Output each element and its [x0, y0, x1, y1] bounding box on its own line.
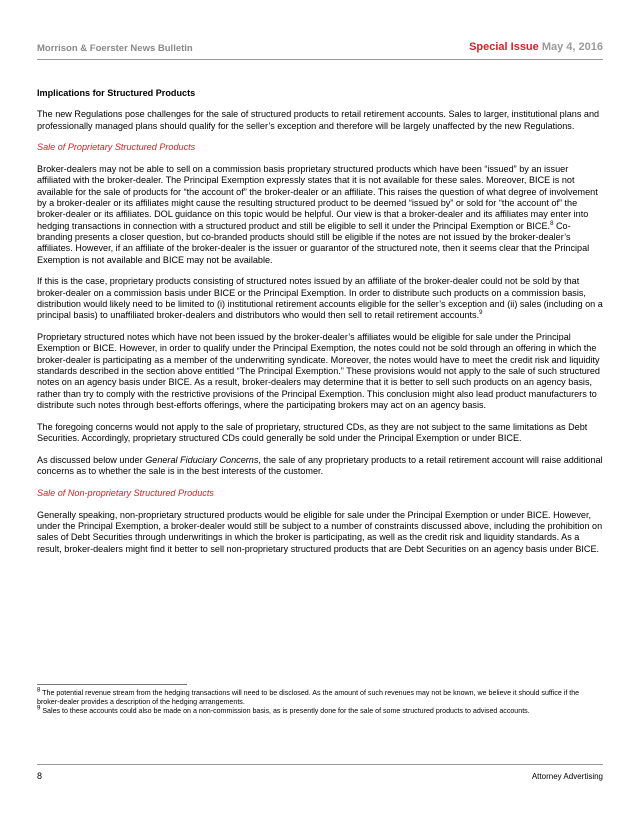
footnote-ref-8[interactable]: 8 — [550, 220, 554, 227]
footnote-text: The potential revenue stream from the hedging transactions will need to be disclosed. As the amount of such revenues may not be known, we believe it should suffice if the broker-dealer provides a description of the hedging arrangements. — [37, 689, 580, 706]
cross-reference: General Fiduciary Concerns — [145, 454, 259, 465]
paragraph-non-proprietary-1: Generally speaking, non-proprietary structured products would be eligible for sale under the Principal Exemption or under BICE. However, under the Principal Exemption, a broker-dealer would still be subject to a number of constraints discussed above, including the prohibition on sales of Debt Securities through underwritings in which the broker is participating, as well as the credit risk and liquidity standards. As a result, broker-dealers might find it better to sell non-proprietary structured products that are Debt Securities on an agency basis under BICE. — [37, 509, 603, 554]
subheading-non-proprietary: Sale of Non-proprietary Structured Products — [37, 487, 214, 498]
intro-paragraph: The new Regulations pose challenges for the sale of structured products to retail retirement accounts. Sales to larger, institutional plans and professionally managed plans should qualify for the seller’s exception and therefore will be largely unaffected by the new Regulations. — [37, 109, 600, 131]
paragraph-text: , the sale of any proprietary products to a retail retirement account will raise additional concerns as to whether the sale is in the best interests of the customer. — [37, 454, 603, 477]
subheading-proprietary: Sale of Proprietary Structured Products — [37, 142, 196, 153]
page-number: 8 — [37, 771, 43, 781]
paragraph-text: If this is the case, proprietary products consisting of structured notes issued by an affiliate of the broker-dealer could not be sold by that broker-dealer on a commission basis under BICE or the Principal Exemption. In order to distribute such products on a commission basis, distribution would likely need to be limited to (i) institutional retirement accounts eligible for the seller’s exception and (ii) sales (including on a principal basis) to unaffiliated broker-dealers and distributors who would then sell to retail retirement accounts. — [37, 276, 603, 321]
footnote-text: Sales to these accounts could also be made on a non-commission basis, as is presently done for the sale of some structured products to advised accounts. — [40, 707, 530, 715]
paragraph-proprietary-4: The foregoing concerns would not apply to the sale of proprietary, structured CDs, as they are not subject to the same limitations as Debt Securities. Accordingly, proprietary structured CDs could generally be sold under the Principal Exemption or under BICE. — [37, 421, 588, 443]
footer-divider — [37, 764, 603, 765]
footnote-ref-9[interactable]: 9 — [479, 310, 483, 317]
paragraph-proprietary-2 — [37, 276, 603, 321]
issue-info — [469, 41, 603, 53]
publication-title: Morrison & Foerster News Bulletin — [37, 43, 193, 54]
footnote-8 — [37, 689, 603, 707]
paragraph-text: As discussed below under — [37, 454, 146, 465]
paragraph-text: Broker-dealers may not be able to sell on a commission basis proprietary structured products which have been “issued” by an issuer affiliated with the broker-dealer. The Principal Exemption expressly states that it is not available for these sales. Moreover, BICE is not available for the sale of products for “the account of” the broker-dealer or an affiliate. This raises the question of what degree of involvement by a broker-dealer or its affiliates might cause the resulting structured product to be deemed “issued by” or sold for “the account of” the broker-dealer or its affiliates. DOL guidance on this topic would be helpful. Our view is that a broker-dealer and its affiliates may enter into hedging transactions in connection with a structured product and still be eligible to sell it under the Principal Exemption or BICE. — [37, 164, 598, 231]
footnote-divider — [37, 684, 187, 685]
paragraph-text: Co-branding presents a closer question, but co-branded products should still be eligible if the notes are not issued by the broker-dealer’s affiliates. However, if an affiliate of the broker-dealer is the issuer or guarantor of the structured note, then it seems clear that the Principal Exemption is not available and BICE may not be available. — [37, 220, 590, 265]
paragraph-proprietary-1 — [37, 164, 603, 266]
paragraph-proprietary-3: Proprietary structured notes which have not been issued by the broker-dealer’s affiliates would be eligible for sale under the Principal Exemption or BICE. However, in order to qualify under the Principal Exemption, the notes could not be sold through an offering in which the broker-dealer is participating as a member of the underwriting syndicate. Moreover, the notes would have to meet the credit risk and liquidity standards described in the section above entitled “The Principal Exemption.” These provisions would not apply to the sale of such structured notes on an agency basis under BICE. As a result, broker-dealers may determine that it is better to sell such products on an agency basis, rather than try to comply with the restrictive provisions of the Principal Exemption. This conclusion might also lead product manufacturers to distribute such notes through best-efforts offerings, where the participating brokers may act on an agency basis. — [37, 332, 600, 410]
issue-date: May 4, 2016 — [541, 41, 603, 53]
article-body — [37, 88, 603, 565]
footnote-number: 9 — [37, 705, 41, 712]
footnotes — [37, 689, 603, 716]
paragraph-proprietary-5 — [37, 455, 603, 478]
footnote-9 — [37, 707, 603, 716]
footnote-number: 8 — [37, 687, 41, 694]
page-header — [37, 38, 603, 58]
special-issue-label: Special Issue — [469, 41, 539, 53]
section-heading: Implications for Structured Products — [37, 88, 196, 98]
attorney-advertising-label: Attorney Advertising — [531, 772, 603, 781]
header-divider — [37, 59, 603, 60]
